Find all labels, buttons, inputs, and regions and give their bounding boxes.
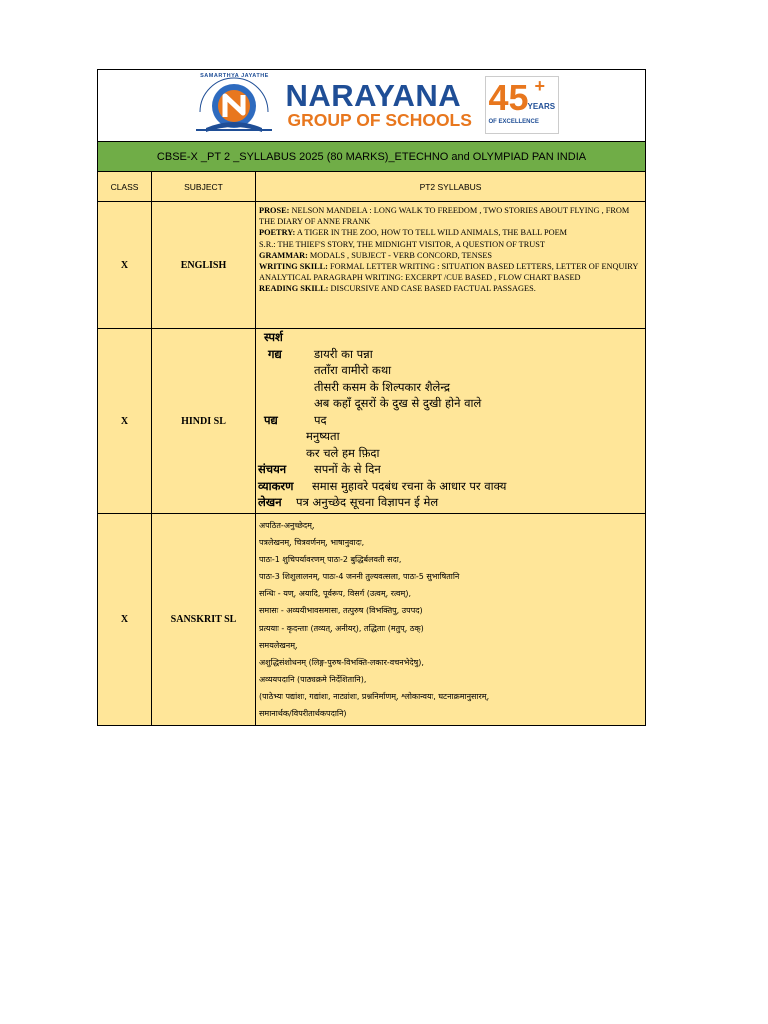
- chapter-name: कर चले हम फ़िदा: [306, 445, 380, 460]
- list-item: अशुद्धिसंशोधनम् (लिङ्ग-पुरुष-विभक्ति-लकार-वचनभेदेषु),: [259, 657, 424, 667]
- chapter-name: तताँरा वामीरो कथा: [314, 363, 392, 377]
- syllabus-line: ANALYTICAL PARAGRAPH WRITING: EXCERPT /CUE BASED , FLOW CHART BASED: [259, 273, 581, 283]
- list-item: [256, 494, 645, 511]
- subject-cell: HINDI SL: [152, 329, 256, 514]
- section-heading: व्याकरण: [258, 478, 294, 493]
- chapter-name: डायरी का पन्ना: [314, 346, 373, 361]
- syllabus-line: POETRY: A TIGER IN THE ZOO, HOW TO TELL WILD ANIMALS, THE BALL POEM: [259, 228, 568, 238]
- column-header-syllabus: PT2 SYLLABUS: [256, 172, 646, 202]
- brand-name: NARAYANA: [285, 78, 462, 113]
- chapter-name: पद: [314, 412, 327, 427]
- chapter-name: अब कहाँ दूसरों के दुख से दुखी होने वाले: [314, 396, 482, 410]
- syllabus-line: S.R.: THE THIEF'S STORY, THE MIDNIGHT VISITOR, A QUESTION OF TRUST: [259, 239, 545, 249]
- table-row-sanskrit: [98, 514, 646, 726]
- badge-excellence: OF EXCELLENCE: [488, 119, 539, 125]
- syllabus-table: [97, 69, 646, 726]
- topic-list: पत्र अनुच्छेद सूचना विज्ञापन ई मेल: [296, 495, 439, 509]
- table-row-hindi: [98, 329, 646, 514]
- topic-list: समास मुहावरे पदबंध रचना के आधार पर वाक्य: [312, 478, 507, 493]
- badge-number: 45: [488, 77, 529, 118]
- list-item: [256, 461, 645, 478]
- chapter-name: मनुष्यता: [306, 429, 340, 443]
- list-item: प्रत्ययाः - कृदन्ताः (तव्यत्, अनीयर्), तद्धिताः (मतुप्, ठक्): [259, 623, 424, 633]
- seal-text: SAMARTHYA JAYATHE: [200, 73, 269, 79]
- section-heading: पद्य: [264, 412, 278, 427]
- class-cell: X: [98, 514, 152, 726]
- syllabus-cell-sanskrit: [256, 514, 646, 726]
- list-item: समासः - अव्ययीभावसमासः, तत्पुरुष (विभक्तिपु, उपपद): [259, 606, 423, 616]
- syllabus-line: GRAMMAR: MODALS , SUBJECT - VERB CONCORD, TENSES: [259, 250, 493, 260]
- list-item: समानार्थक/विपरीतार्थकपदानि): [259, 709, 347, 719]
- syllabus-line: READING SKILL: DISCURSIVE AND CASE BASED FACTUAL PASSAGES.: [259, 284, 536, 294]
- column-header-subject: SUBJECT: [152, 172, 256, 202]
- sheet-title: CBSE-X _PT 2 _SYLLABUS 2025 (80 MARKS)_ETECHNO and OLYMPIAD PAN INDIA: [98, 142, 646, 172]
- list-item: पाठः-1 शुचिपर्यावरणम् पाठः-2 बुद्धिर्बलवती सदा,: [259, 555, 402, 565]
- section-heading: लेखन: [258, 495, 282, 509]
- badge-plus: +: [534, 76, 546, 96]
- column-header-class: CLASS: [98, 172, 152, 202]
- table-row-english: [98, 202, 646, 329]
- class-cell: X: [98, 329, 152, 514]
- list-item: अव्ययपदानि (पाठ्यक्रमे निर्देशितानि),: [259, 674, 367, 684]
- section-heading: संचयन: [258, 462, 287, 476]
- list-item: पाठः-3 शिशुलालनम्, पाठः-4 जननी तुल्यवत्सला, पाठः-5 सुभाषितानि: [259, 572, 460, 582]
- list-item: समयलेखनम्,: [259, 640, 298, 650]
- list-item: सन्धिः - यण्, अयादि, पूर्वरूप, विसर्ग (उत्वम्, रत्वम्),: [259, 589, 411, 599]
- syllabus-cell-english: [256, 202, 646, 329]
- list-item: अपठित-अनुच्छेदम्,: [259, 521, 315, 530]
- list-item: [256, 412, 645, 429]
- syllabus-line: PROSE: NELSON MANDELA : LONG WALK TO FREEDOM , TWO STORIES ABOUT FLYING , FROM THE DIARY OF ANNE FRANK: [259, 206, 630, 227]
- syllabus-cell-hindi: [256, 329, 646, 514]
- class-cell: X: [98, 202, 152, 329]
- list-item: (पाठेभ्यः पद्यांशः, गद्यांशः, नाट्यांशः, प्रश्ननिर्माणम्, श्लोकान्वयः, घटनाक्रमानुसारम्,: [259, 691, 490, 701]
- list-item: [256, 346, 645, 363]
- section-heading: स्पर्श: [264, 330, 283, 344]
- chapter-name: सपनों के से दिन: [314, 462, 381, 476]
- list-item: [256, 478, 645, 495]
- section-heading: गद्य: [268, 346, 282, 361]
- anniversary-badge: [485, 76, 559, 134]
- list-item: पत्रलेखनम्, चित्रवर्णनम्, भाषानुवादः,: [259, 538, 365, 548]
- syllabus-line: WRITING SKILL: FORMAL LETTER WRITING : SITUATION BASED LETTERS, LETTER OF ENQUIRY: [259, 262, 639, 272]
- badge-years: YEARS: [527, 102, 556, 111]
- subject-cell: SANSKRIT SL: [152, 514, 256, 726]
- subject-cell: ENGLISH: [152, 202, 256, 329]
- logo-header: [98, 70, 646, 142]
- chapter-name: तीसरी कसम के शिल्पकार शैलेन्द्र: [314, 379, 450, 394]
- brand-sub: GROUP OF SCHOOLS: [287, 110, 472, 130]
- narayana-logo: [186, 72, 558, 136]
